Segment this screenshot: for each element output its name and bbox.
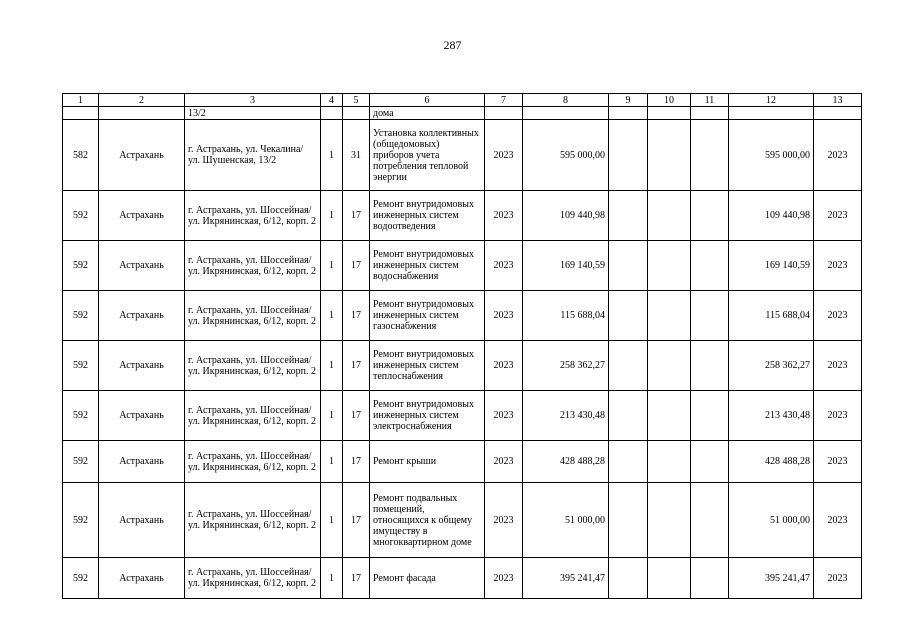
work-type-cell: Ремонт внутридомовых инженерных систем газоснабжения (370, 291, 485, 341)
amount-cell: 213 430,48 (523, 391, 609, 441)
completion-year-cell: 2023 (814, 341, 862, 391)
address-cell: г. Астрахань, ул. Шоссейная/ ул. Икрянинская, 6/12, корп. 2 (185, 241, 321, 291)
col5-cell: 17 (343, 241, 370, 291)
amount-cell: 109 440,98 (523, 191, 609, 241)
col5-cell: 31 (343, 120, 370, 191)
completion-year-cell: 2023 (814, 120, 862, 191)
col5-cell: 17 (343, 291, 370, 341)
year-cell: 2023 (485, 241, 523, 291)
empty-cell (99, 107, 185, 120)
row-number: 592 (63, 241, 99, 291)
total-amount-cell: 115 688,04 (729, 291, 814, 341)
row-number: 592 (63, 341, 99, 391)
col4-cell: 1 (321, 483, 343, 558)
col10-cell (648, 391, 691, 441)
year-cell: 2023 (485, 341, 523, 391)
completion-year-cell: 2023 (814, 391, 862, 441)
col10-cell (648, 241, 691, 291)
continuation-row (63, 107, 862, 120)
work-continuation: дома (370, 107, 485, 120)
city-cell: Астрахань (99, 391, 185, 441)
col9-cell (609, 391, 648, 441)
address-cell: г. Астрахань, ул. Шоссейная/ ул. Икрянинская, 6/12, корп. 2 (185, 441, 321, 483)
year-cell: 2023 (485, 483, 523, 558)
col10-cell (648, 483, 691, 558)
column-number-row (63, 94, 862, 107)
amount-cell: 51 000,00 (523, 483, 609, 558)
column-number: 10 (648, 94, 691, 107)
year-cell: 2023 (485, 391, 523, 441)
column-number: 6 (370, 94, 485, 107)
column-number: 12 (729, 94, 814, 107)
work-type-cell: Ремонт внутридомовых инженерных систем водоотведения (370, 191, 485, 241)
repair-schedule-table (62, 93, 862, 599)
col4-cell: 1 (321, 441, 343, 483)
completion-year-cell: 2023 (814, 558, 862, 599)
col4-cell: 1 (321, 241, 343, 291)
col11-cell (691, 391, 729, 441)
col10-cell (648, 341, 691, 391)
col9-cell (609, 341, 648, 391)
completion-year-cell: 2023 (814, 441, 862, 483)
total-amount-cell: 258 362,27 (729, 341, 814, 391)
col10-cell (648, 120, 691, 191)
completion-year-cell: 2023 (814, 291, 862, 341)
work-type-cell: Установка коллективных (общедомовых) приборов учета потребления тепловой энергии (370, 120, 485, 191)
city-cell: Астрахань (99, 558, 185, 599)
col10-cell (648, 291, 691, 341)
column-number: 5 (343, 94, 370, 107)
amount-cell: 169 140,59 (523, 241, 609, 291)
address-cell: г. Астрахань, ул. Шоссейная/ ул. Икрянинская, 6/12, корп. 2 (185, 291, 321, 341)
col11-cell (691, 441, 729, 483)
col4-cell: 1 (321, 558, 343, 599)
amount-cell: 395 241,47 (523, 558, 609, 599)
column-number: 1 (63, 94, 99, 107)
year-cell: 2023 (485, 291, 523, 341)
column-number: 9 (609, 94, 648, 107)
year-cell: 2023 (485, 191, 523, 241)
col11-cell (691, 558, 729, 599)
table-row (63, 441, 862, 483)
empty-cell (485, 107, 523, 120)
col11-cell (691, 341, 729, 391)
address-cell: г. Астрахань, ул. Шоссейная/ ул. Икрянинская, 6/12, корп. 2 (185, 391, 321, 441)
row-number: 592 (63, 291, 99, 341)
address-continuation: 13/2 (185, 107, 321, 120)
row-number: 592 (63, 191, 99, 241)
total-amount-cell: 428 488,28 (729, 441, 814, 483)
empty-cell (729, 107, 814, 120)
amount-cell: 115 688,04 (523, 291, 609, 341)
address-cell: г. Астрахань, ул. Шоссейная/ ул. Икрянинская, 6/12, корп. 2 (185, 483, 321, 558)
table-row (63, 191, 862, 241)
work-type-cell: Ремонт внутридомовых инженерных систем электроснабжения (370, 391, 485, 441)
column-number: 13 (814, 94, 862, 107)
city-cell: Астрахань (99, 291, 185, 341)
city-cell: Астрахань (99, 241, 185, 291)
empty-cell (609, 107, 648, 120)
table-row (63, 558, 862, 599)
table-row (63, 341, 862, 391)
col9-cell (609, 241, 648, 291)
column-number: 11 (691, 94, 729, 107)
total-amount-cell: 213 430,48 (729, 391, 814, 441)
completion-year-cell: 2023 (814, 241, 862, 291)
empty-cell (343, 107, 370, 120)
address-cell: г. Астрахань, ул. Чекалина/ ул. Шушенская, 13/2 (185, 120, 321, 191)
col11-cell (691, 291, 729, 341)
work-type-cell: Ремонт подвальных помещений, относящихся к общему имуществу в многоквартирном доме (370, 483, 485, 558)
work-type-cell: Ремонт фасада (370, 558, 485, 599)
col10-cell (648, 441, 691, 483)
col5-cell: 17 (343, 191, 370, 241)
row-number: 592 (63, 558, 99, 599)
col5-cell: 17 (343, 341, 370, 391)
col9-cell (609, 120, 648, 191)
col11-cell (691, 191, 729, 241)
empty-cell (523, 107, 609, 120)
city-cell: Астрахань (99, 441, 185, 483)
city-cell: Астрахань (99, 483, 185, 558)
address-cell: г. Астрахань, ул. Шоссейная/ ул. Икрянинская, 6/12, корп. 2 (185, 558, 321, 599)
col9-cell (609, 558, 648, 599)
amount-cell: 258 362,27 (523, 341, 609, 391)
col4-cell: 1 (321, 391, 343, 441)
col11-cell (691, 120, 729, 191)
work-type-cell: Ремонт крыши (370, 441, 485, 483)
col4-cell: 1 (321, 120, 343, 191)
completion-year-cell: 2023 (814, 483, 862, 558)
total-amount-cell: 51 000,00 (729, 483, 814, 558)
page-number: 287 (443, 38, 462, 52)
work-type-cell: Ремонт внутридомовых инженерных систем теплоснабжения (370, 341, 485, 391)
total-amount-cell: 595 000,00 (729, 120, 814, 191)
city-cell: Астрахань (99, 191, 185, 241)
year-cell: 2023 (485, 120, 523, 191)
table-row (63, 391, 862, 441)
col9-cell (609, 291, 648, 341)
column-number: 4 (321, 94, 343, 107)
row-number: 592 (63, 483, 99, 558)
city-cell: Астрахань (99, 120, 185, 191)
column-number: 2 (99, 94, 185, 107)
column-number: 8 (523, 94, 609, 107)
col4-cell: 1 (321, 291, 343, 341)
total-amount-cell: 169 140,59 (729, 241, 814, 291)
year-cell: 2023 (485, 441, 523, 483)
col9-cell (609, 191, 648, 241)
col5-cell: 17 (343, 483, 370, 558)
total-amount-cell: 109 440,98 (729, 191, 814, 241)
address-cell: г. Астрахань, ул. Шоссейная/ ул. Икрянинская, 6/12, корп. 2 (185, 191, 321, 241)
table-row (63, 483, 862, 558)
col5-cell: 17 (343, 391, 370, 441)
col11-cell (691, 483, 729, 558)
col10-cell (648, 558, 691, 599)
col9-cell (609, 483, 648, 558)
col4-cell: 1 (321, 191, 343, 241)
empty-cell (321, 107, 343, 120)
address-cell: г. Астрахань, ул. Шоссейная/ ул. Икрянинская, 6/12, корп. 2 (185, 341, 321, 391)
table-row (63, 291, 862, 341)
empty-cell (63, 107, 99, 120)
empty-cell (814, 107, 862, 120)
col11-cell (691, 241, 729, 291)
empty-cell (648, 107, 691, 120)
table-row (63, 241, 862, 291)
column-number: 3 (185, 94, 321, 107)
col9-cell (609, 441, 648, 483)
completion-year-cell: 2023 (814, 191, 862, 241)
col5-cell: 17 (343, 558, 370, 599)
col4-cell: 1 (321, 341, 343, 391)
column-number: 7 (485, 94, 523, 107)
col5-cell: 17 (343, 441, 370, 483)
row-number: 592 (63, 441, 99, 483)
table-row (63, 120, 862, 191)
empty-cell (691, 107, 729, 120)
col10-cell (648, 191, 691, 241)
city-cell: Астрахань (99, 341, 185, 391)
amount-cell: 428 488,28 (523, 441, 609, 483)
amount-cell: 595 000,00 (523, 120, 609, 191)
row-number: 592 (63, 391, 99, 441)
year-cell: 2023 (485, 558, 523, 599)
work-type-cell: Ремонт внутридомовых инженерных систем водоснабжения (370, 241, 485, 291)
total-amount-cell: 395 241,47 (729, 558, 814, 599)
row-number: 582 (63, 120, 99, 191)
